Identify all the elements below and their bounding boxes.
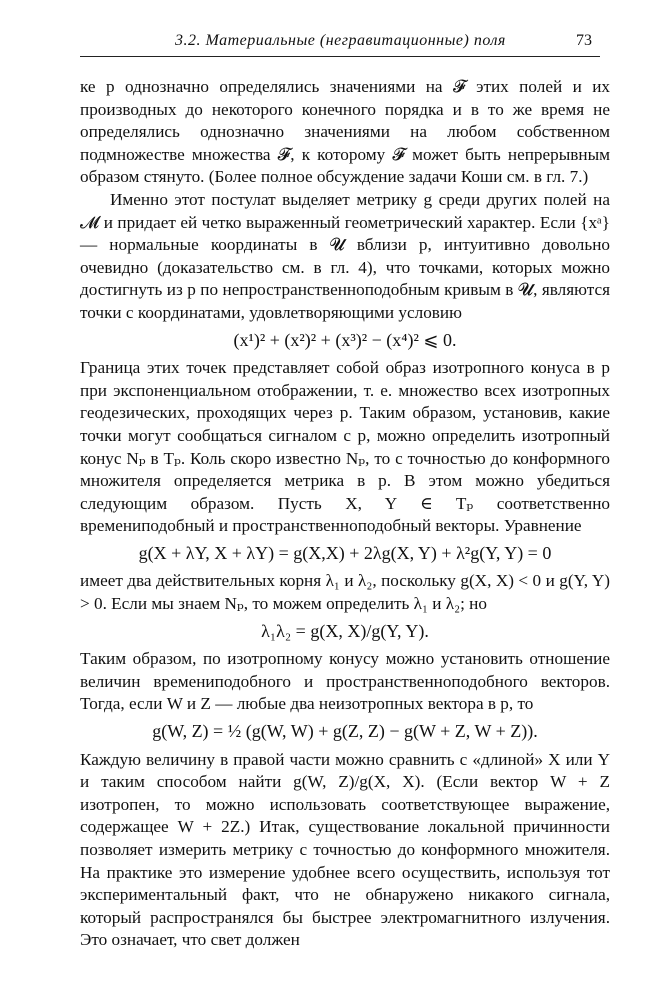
paragraph-3: Граница этих точек представляет собой образ изотропного конуса в p при экспоненциальном отображении, т. е. множество всех изотропных геодезических, проходящих через p. Таким образом, установив, какие точки могут сообщаться сигналом с p, можно определить изотропный конус Nₚ в Tₚ. Коль скоро известно Nₚ, то с точностью до конформного множителя определяется метрика в p. В этом можно убедиться следующим образом. Пусть X, Y ∈ Tₚ соответственно времениподобный и пространственноподобный векторы. Уравнение [80,358,610,536]
equation-2: g(X + λY, X + λY) = g(X,X) + 2λg(X, Y) + λ²g(Y, Y) = 0 [138,542,552,563]
equation-1: (x¹)² + (x²)² + (x³)² − (x⁴)² ⩽ 0. [233,329,457,350]
page-number: 73 [576,32,592,49]
running-title: 3.2. Материальные (негравитационные) поля [175,32,506,49]
paragraph-1: ке p однозначно определялись значениями на 𝓕 этих полей и их производных до некоторого конечного порядка и в то же время не определялись однозначно значениями на любом собственном подмножестве множества 𝓕, к которому 𝓕 может быть непрерывным образом стянуто. (Более полное обсуждение задачи Коши см. в гл. 7.) [80,77,610,187]
paragraph-5: Таким образом, по изотропному конусу можно установить отношение величин времениподобного и пространственноподобного векторов. Тогда, если W и Z — любые два неизотропных вектора в p, то [80,649,610,714]
paragraph-2: Именно этот постулат выделяет метрику g среди других полей на 𝓜 и придает ей четко выраженный геометрический характер. Если {xᵃ} — нормальные координаты в 𝓤 вблизи p, интуитивно довольно очевидно (доказательство см. в гл. 4), что точками, которых можно достигнуть из p по непространственноподобным кривым в 𝓤, являются точки с координатами, удовлетворяющими условию [80,189,610,322]
paragraph-4: имеет два действительных корня λ₁ и λ₂, поскольку g(X, X) < 0 и g(Y, Y) > 0. Если мы знаем Nₚ, то можем определить λ₁ и λ₂; но [80,571,610,614]
equation-3: λ₁λ₂ = g(X, X)/g(Y, Y). [261,620,429,641]
page-header [80,30,600,57]
equation-4: g(W, Z) = ½ (g(W, W) + g(Z, Z) − g(W + Z, W + Z)). [152,721,538,742]
page-body [80,76,610,952]
paragraph-6: Каждую величину в правой части можно сравнить с «длиной» X или Y и таким способом найти g(W, Z)/g(X, X). (Если вектор W + Z изотропен, то можно использовать соответствующее выражение, содержащее W + 2Z.) Итак, существование локальной причинности позволяет измерить метрику с точностью до конформного множителя. На практике это измерение удобнее всего осуществить, используя тот экспериментальный факт, что не обнаружено никакого сигнала, который распространялся бы быстрее электромагнитного излучения. Это означает, что свет должен [80,749,610,950]
